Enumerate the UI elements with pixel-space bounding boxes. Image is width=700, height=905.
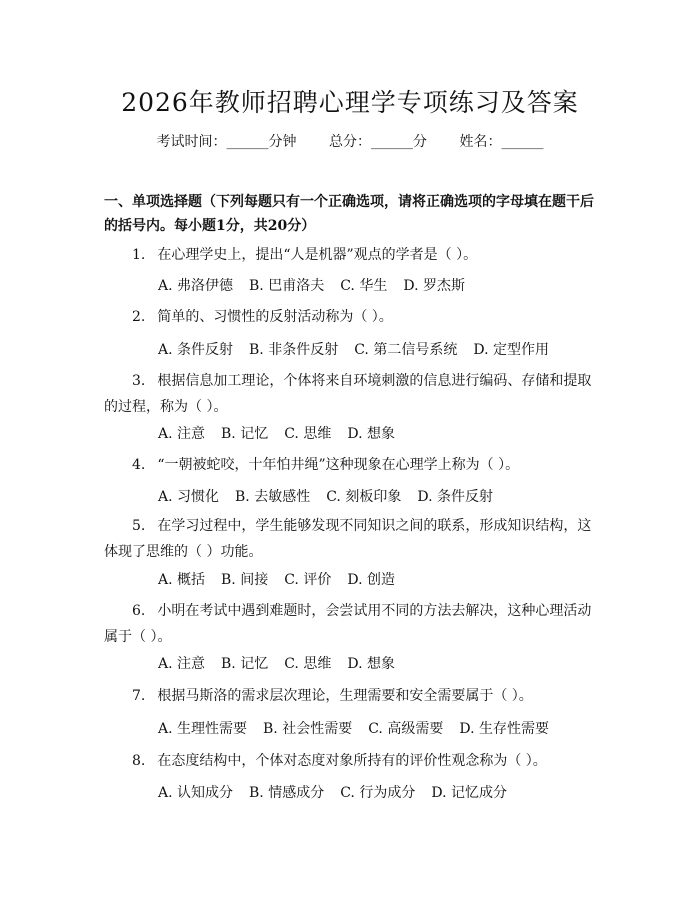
question-number: 2. xyxy=(132,309,146,325)
page-title: 2026年教师招聘心理学专项练习及答案 xyxy=(121,88,579,117)
option-b: B. 巴甫洛夫 xyxy=(249,278,325,294)
question-7 xyxy=(104,683,604,709)
question-number: 3. xyxy=(132,373,146,389)
option-b: B. 记忆 xyxy=(221,656,269,672)
option-c: C. 刻板印象 xyxy=(326,489,402,505)
question-number: 6. xyxy=(132,603,146,619)
question-text: 简单的、习惯性的反射活动称为（ ）。 xyxy=(157,309,393,325)
section-heading: 一、单项选择题（下列每题只有一个正确选项，请将正确选项的字母填在题干后的括号内。每小题1分，共20分） xyxy=(104,194,594,234)
question-text: 根据信息加工理论，个体将来自环境刺激的信息进行编码、存储和提取的过程，称为（ ）。 xyxy=(104,373,592,415)
options-3 xyxy=(158,424,628,444)
option-c: C. 思维 xyxy=(284,426,332,442)
options-4 xyxy=(158,487,628,507)
option-b: B. 情感成分 xyxy=(249,785,325,801)
question-8 xyxy=(104,748,604,774)
question-2 xyxy=(104,304,604,330)
options-5 xyxy=(158,570,628,590)
option-b: B. 非条件反射 xyxy=(249,342,339,358)
option-c: C. 华生 xyxy=(340,278,388,294)
option-a: A. 习惯化 xyxy=(158,489,220,505)
option-d: D. 生存性需要 xyxy=(459,721,549,737)
question-text: “一朝被蛇咬，十年怕井绳”这种现象在心理学上称为（ ）。 xyxy=(157,457,520,473)
option-c: C. 高级需要 xyxy=(368,721,444,737)
question-5 xyxy=(104,513,604,565)
option-b: B. 记忆 xyxy=(221,426,269,442)
option-a: A. 认知成分 xyxy=(158,785,234,801)
option-c: C. 思维 xyxy=(284,656,332,672)
option-d: D. 创造 xyxy=(347,572,395,588)
option-a: A. 注意 xyxy=(158,656,206,672)
question-3 xyxy=(104,368,604,420)
total-score: 总分：______分 xyxy=(329,134,427,150)
options-7 xyxy=(158,719,628,739)
question-4 xyxy=(104,452,604,478)
question-text: 在态度结构中，个体对态度对象所持有的评价性观念称为（ ）。 xyxy=(157,753,547,769)
option-a: A. 注意 xyxy=(158,426,206,442)
question-text: 小明在考试中遇到难题时，会尝试用不同的方法去解决，这种心理活动属于（ ）。 xyxy=(104,603,592,645)
option-b: B. 间接 xyxy=(221,572,269,588)
option-a: A. 条件反射 xyxy=(158,342,234,358)
question-number: 4. xyxy=(132,457,146,473)
exam-meta xyxy=(0,131,700,151)
question-text: 根据马斯洛的需求层次理论，生理需要和安全需要属于（ ）。 xyxy=(157,688,533,704)
student-name: 姓名：______ xyxy=(459,134,544,150)
question-text: 在学习过程中，学生能够发现不同知识之间的联系，形成知识结构，这体现了思维的（ ）功能。 xyxy=(104,518,592,560)
options-8 xyxy=(158,783,628,803)
question-1 xyxy=(104,242,604,268)
option-a: A. 弗洛伊德 xyxy=(158,278,234,294)
option-d: D. 记忆成分 xyxy=(431,785,507,801)
option-c: C. 第二信号系统 xyxy=(354,342,458,358)
option-d: D. 想象 xyxy=(347,656,395,672)
options-1 xyxy=(158,276,628,296)
options-2 xyxy=(158,340,628,360)
option-b: B. 去敏感性 xyxy=(235,489,311,505)
options-6 xyxy=(158,654,628,674)
option-d: D. 定型作用 xyxy=(473,342,549,358)
option-b: B. 社会性需要 xyxy=(263,721,353,737)
option-a: A. 生理性需要 xyxy=(158,721,248,737)
question-number: 1. xyxy=(132,247,146,263)
option-c: C. 评价 xyxy=(284,572,332,588)
question-6 xyxy=(104,598,604,650)
option-a: A. 概括 xyxy=(158,572,206,588)
question-text: 在心理学史上，提出“人是机器”观点的学者是（ ）。 xyxy=(157,247,478,263)
exam-time: 考试时间：______分钟 xyxy=(156,134,297,150)
question-number: 7. xyxy=(132,688,146,704)
question-number: 8. xyxy=(132,753,146,769)
option-d: D. 条件反射 xyxy=(417,489,493,505)
option-c: C. 行为成分 xyxy=(340,785,416,801)
option-d: D. 罗杰斯 xyxy=(403,278,465,294)
question-number: 5. xyxy=(132,518,146,534)
option-d: D. 想象 xyxy=(347,426,395,442)
